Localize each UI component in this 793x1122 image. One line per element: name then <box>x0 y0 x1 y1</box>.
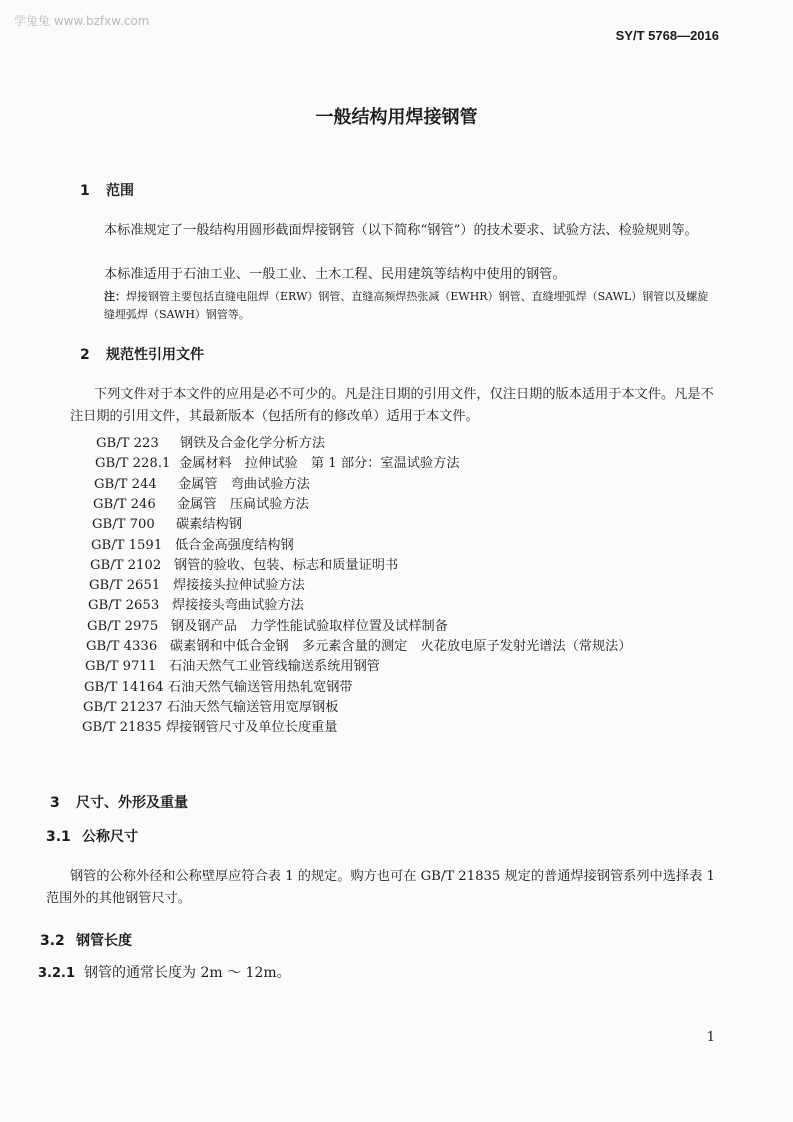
reference-title: 钢管的验收、包装、标志和质量证明书 <box>174 557 399 573</box>
reference-title: 焊接钢管尺寸及单位长度重量 <box>166 720 338 736</box>
reference-item <box>95 452 460 471</box>
reference-code: GB/T 2653 <box>88 598 160 614</box>
section-title: 尺寸、外形及重量 <box>76 795 188 811</box>
reference-title: 钢铁及合金化学分析方法 <box>180 436 326 451</box>
reference-item <box>88 594 304 613</box>
reference-code: GB/T 21835 <box>82 720 162 736</box>
standard-number: SY/T 5768—2016 <box>615 28 719 43</box>
reference-item <box>91 534 294 553</box>
reference-code: GB/T 21237 <box>83 699 163 715</box>
section-2-heading <box>80 344 204 364</box>
note-label: 注： <box>104 290 126 303</box>
section-2-intro: 下列文件对于本文件的应用是必不可少的。凡是注日期的引用文件，仅注日期的版本适用于本文件。凡是不注日期的引用文件，其最新版本（包括所有的修改单）适用于本文件。 <box>70 387 714 424</box>
reference-code: GB/T 244 <box>94 476 157 492</box>
reference-title: 碳素钢和中低合金钢 多元素含量的测定 火花放电原子发射光谱法（常规法） <box>170 639 632 654</box>
reference-title: 石油天然气输送管用热轧宽钢带 <box>168 679 353 695</box>
reference-code: GB/T 700 <box>92 517 155 533</box>
reference-title: 金属材料 拉伸试验 第 1 部分：室温试验方法 <box>179 456 460 472</box>
page-number: 1 <box>706 1030 715 1045</box>
section-number: 3 <box>50 795 60 811</box>
section-1-paragraph-1: 本标准规定了一般结构用圆形截面焊接钢管（以下简称“钢管”）的技术要求、试验方法、检验规则等。 <box>104 223 698 238</box>
reference-title: 金属管 弯曲试验方法 <box>178 476 310 492</box>
note-text: 焊接钢管主要包括直缝电阻焊（ERW）钢管、直缝高频焊热张减（EWHR）钢管、直缝埋弧焊（SAWL）钢管以及螺旋缝埋弧焊（SAWH）钢管等。 <box>104 290 709 321</box>
reference-code: GB/T 1591 <box>91 537 163 553</box>
reference-item <box>87 615 448 634</box>
section-number: 1 <box>80 183 90 199</box>
reference-title: 钢及钢产品 力学性能试验取样位置及试样制备 <box>171 618 448 634</box>
reference-item <box>96 432 325 451</box>
reference-title: 低合金高强度结构钢 <box>175 537 294 553</box>
watermark: 学兔兔 www.bzfxw.com <box>14 14 150 28</box>
reference-item <box>94 473 310 492</box>
reference-code: GB/T 2102 <box>90 557 162 573</box>
reference-item <box>86 635 632 654</box>
section-3-1-heading <box>46 826 138 846</box>
reference-title: 焊接接头拉伸试验方法 <box>173 578 305 594</box>
section-1-paragraph-2: 本标准适用于石油工业、一般工业、土木工程、民用建筑等结构中使用的钢管。 <box>104 267 566 282</box>
section-title: 公称尺寸 <box>82 829 138 845</box>
section-number: 3.1 <box>46 829 71 845</box>
section-3-heading <box>50 792 188 812</box>
reference-code: GB/T 2975 <box>87 618 159 634</box>
reference-item <box>89 574 305 593</box>
reference-item <box>93 493 309 512</box>
section-number: 3.2 <box>40 933 65 949</box>
section-title: 钢管长度 <box>76 933 132 949</box>
reference-code: GB/T 2651 <box>89 578 161 594</box>
reference-title: 金属管 压扁试验方法 <box>177 496 309 512</box>
reference-code: GB/T 9711 <box>85 659 157 675</box>
section-title: 范围 <box>106 183 134 199</box>
reference-code: GB/T 228.1 <box>95 456 171 472</box>
section-number: 2 <box>80 347 90 363</box>
section-number: 3.2.1 <box>38 966 76 981</box>
section-text: 钢管的通常长度为 2m ～ 12m。 <box>84 965 291 981</box>
section-3-2-heading <box>40 930 132 950</box>
reference-code: GB/T 246 <box>93 496 156 512</box>
section-3-1-text: 钢管的公称外径和公称壁厚应符合表 1 的规定。购方也可在 GB/T 21835 规定的普通焊接钢管系列中选择表 1 范围外的其他钢管尺寸。 <box>46 869 715 906</box>
document-title: 一般结构用焊接钢管 <box>315 107 478 128</box>
reference-title: 石油天然气工业管线输送系统用钢管 <box>169 659 380 675</box>
reference-title: 碳素结构钢 <box>176 517 242 533</box>
reference-code: GB/T 223 <box>96 436 159 451</box>
reference-item <box>92 513 242 532</box>
reference-code: GB/T 14164 <box>84 679 164 695</box>
reference-item <box>84 676 353 695</box>
section-1-heading <box>80 180 134 200</box>
section-title: 规范性引用文件 <box>106 347 204 363</box>
section-3-2-1 <box>38 962 291 982</box>
reference-title: 石油天然气输送管用宽厚钢板 <box>167 699 339 715</box>
reference-item <box>82 716 337 735</box>
reference-item <box>85 655 380 674</box>
reference-code: GB/T 4336 <box>86 639 158 654</box>
reference-title: 焊接接头弯曲试验方法 <box>172 598 304 614</box>
reference-item <box>83 696 338 715</box>
reference-item <box>90 554 398 573</box>
section-1-note <box>104 288 714 324</box>
